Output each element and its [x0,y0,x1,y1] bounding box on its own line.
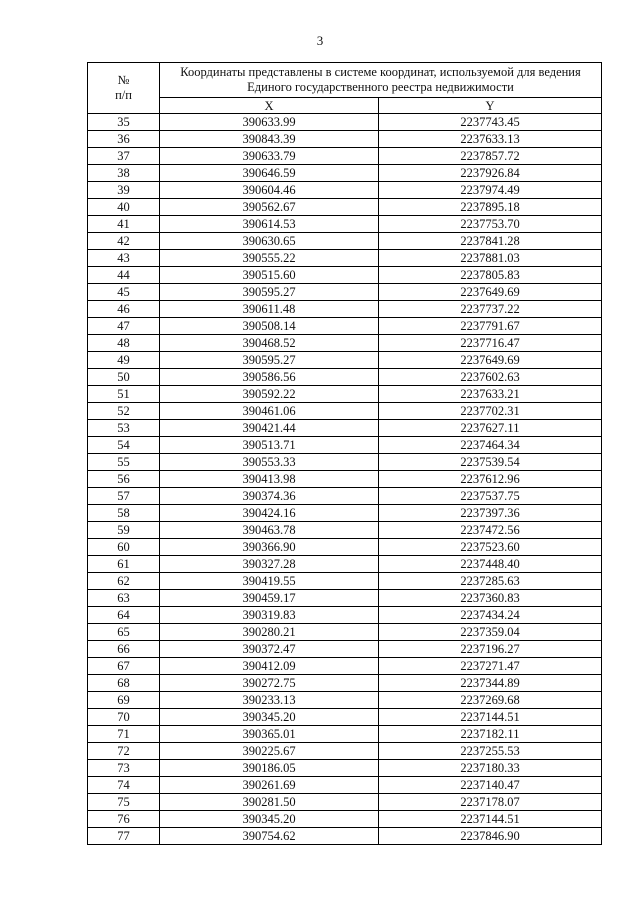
point-number-cell: 64 [88,607,160,624]
point-number-cell: 50 [88,369,160,386]
y-coordinate-cell: 2237881.03 [379,250,602,267]
point-number-cell: 72 [88,743,160,760]
x-coordinate-cell: 390281.50 [160,794,379,811]
table-row [88,352,602,369]
y-coordinate-cell: 2237523.60 [379,539,602,556]
x-coordinate-cell: 390412.09 [160,658,379,675]
point-number-cell: 36 [88,131,160,148]
x-coordinate-cell: 390421.44 [160,420,379,437]
point-number-cell: 54 [88,437,160,454]
table-row [88,760,602,777]
point-number-cell: 43 [88,250,160,267]
table-row [88,709,602,726]
x-coordinate-cell: 390463.78 [160,522,379,539]
table-row [88,590,602,607]
x-coordinate-cell: 390633.99 [160,114,379,131]
point-number-cell: 42 [88,233,160,250]
y-coordinate-cell: 2237633.21 [379,386,602,403]
point-number-cell: 73 [88,760,160,777]
y-coordinate-cell: 2237633.13 [379,131,602,148]
header-number-sign: № [117,73,130,87]
table-row [88,658,602,675]
y-coordinate-cell: 2237743.45 [379,114,602,131]
table-row [88,828,602,845]
y-coordinate-cell: 2237144.51 [379,709,602,726]
x-coordinate-cell: 390186.05 [160,760,379,777]
x-coordinate-cell: 390327.28 [160,556,379,573]
x-coordinate-cell: 390611.48 [160,301,379,318]
x-coordinate-cell: 390614.53 [160,216,379,233]
point-number-cell: 62 [88,573,160,590]
table-row [88,607,602,624]
x-coordinate-cell: 390508.14 [160,318,379,335]
y-coordinate-cell: 2237649.69 [379,284,602,301]
y-coordinate-cell: 2237182.11 [379,726,602,743]
point-number-cell: 45 [88,284,160,301]
x-coordinate-cell: 390461.06 [160,403,379,420]
y-coordinate-cell: 2237255.53 [379,743,602,760]
x-coordinate-cell: 390272.75 [160,675,379,692]
y-coordinate-cell: 2237926.84 [379,165,602,182]
point-number-cell: 55 [88,454,160,471]
point-number-cell: 76 [88,811,160,828]
table-row [88,624,602,641]
point-number-cell: 67 [88,658,160,675]
y-coordinate-cell: 2237805.83 [379,267,602,284]
x-coordinate-cell: 390592.22 [160,386,379,403]
header-coordinate-system: Координаты представлены в системе координат, используемой для ведения Единого государственного реестра недвижимости [160,63,602,98]
y-coordinate-cell: 2237846.90 [379,828,602,845]
x-coordinate-cell: 390562.67 [160,199,379,216]
table-row [88,284,602,301]
point-number-cell: 66 [88,641,160,658]
point-number-cell: 60 [88,539,160,556]
x-coordinate-cell: 390604.46 [160,182,379,199]
table-row [88,454,602,471]
point-number-cell: 39 [88,182,160,199]
table-row [88,114,602,131]
x-coordinate-cell: 390366.90 [160,539,379,556]
x-coordinate-cell: 390630.65 [160,233,379,250]
x-coordinate-cell: 390586.56 [160,369,379,386]
y-coordinate-cell: 2237144.51 [379,811,602,828]
point-number-cell: 53 [88,420,160,437]
y-coordinate-cell: 2237649.69 [379,352,602,369]
x-coordinate-cell: 390345.20 [160,709,379,726]
y-coordinate-cell: 2237464.34 [379,437,602,454]
point-number-cell: 38 [88,165,160,182]
y-coordinate-cell: 2237344.89 [379,675,602,692]
table-row [88,692,602,709]
table-row [88,539,602,556]
page-number: 3 [316,33,324,48]
point-number-cell: 58 [88,505,160,522]
y-coordinate-cell: 2237434.24 [379,607,602,624]
point-number-cell: 49 [88,352,160,369]
point-number-cell: 68 [88,675,160,692]
table-row [88,488,602,505]
header-y: Y [379,98,602,114]
y-coordinate-cell: 2237737.22 [379,301,602,318]
y-coordinate-cell: 2237895.18 [379,199,602,216]
y-coordinate-cell: 2237627.11 [379,420,602,437]
table-row [88,369,602,386]
point-number-cell: 56 [88,471,160,488]
x-coordinate-cell: 390345.20 [160,811,379,828]
x-coordinate-cell: 390555.22 [160,250,379,267]
point-number-cell: 59 [88,522,160,539]
x-coordinate-cell: 390754.62 [160,828,379,845]
table-row [88,301,602,318]
table-row [88,267,602,284]
x-coordinate-cell: 390633.79 [160,148,379,165]
point-number-cell: 74 [88,777,160,794]
x-coordinate-cell: 390513.71 [160,437,379,454]
table-row [88,386,602,403]
y-coordinate-cell: 2237537.75 [379,488,602,505]
y-coordinate-cell: 2237448.40 [379,556,602,573]
x-coordinate-cell: 390374.36 [160,488,379,505]
table-row [88,437,602,454]
table-row [88,641,602,658]
y-coordinate-cell: 2237196.27 [379,641,602,658]
point-number-cell: 41 [88,216,160,233]
table-row [88,131,602,148]
table-row [88,233,602,250]
x-coordinate-cell: 390233.13 [160,692,379,709]
point-number-cell: 70 [88,709,160,726]
coordinates-table [87,62,602,845]
point-number-cell: 47 [88,318,160,335]
y-coordinate-cell: 2237841.28 [379,233,602,250]
table-row [88,165,602,182]
x-coordinate-cell: 390365.01 [160,726,379,743]
y-coordinate-cell: 2237140.47 [379,777,602,794]
point-number-cell: 40 [88,199,160,216]
x-coordinate-cell: 390595.27 [160,352,379,369]
x-coordinate-cell: 390843.39 [160,131,379,148]
x-coordinate-cell: 390515.60 [160,267,379,284]
x-coordinate-cell: 390459.17 [160,590,379,607]
header-x: X [160,98,379,114]
table-row [88,199,602,216]
y-coordinate-cell: 2237857.72 [379,148,602,165]
table-row [88,471,602,488]
y-coordinate-cell: 2237269.68 [379,692,602,709]
y-coordinate-cell: 2237271.47 [379,658,602,675]
table-row [88,318,602,335]
y-coordinate-cell: 2237602.63 [379,369,602,386]
table-row [88,148,602,165]
header-number-abbrev: п/п [115,88,132,102]
point-number-cell: 69 [88,692,160,709]
y-coordinate-cell: 2237791.67 [379,318,602,335]
y-coordinate-cell: 2237472.56 [379,522,602,539]
x-coordinate-cell: 390419.55 [160,573,379,590]
table-row [88,216,602,233]
y-coordinate-cell: 2237974.49 [379,182,602,199]
table-row [88,573,602,590]
x-coordinate-cell: 390553.33 [160,454,379,471]
y-coordinate-cell: 2237397.36 [379,505,602,522]
table-row [88,505,602,522]
x-coordinate-cell: 390424.16 [160,505,379,522]
table-row [88,726,602,743]
point-number-cell: 57 [88,488,160,505]
x-coordinate-cell: 390413.98 [160,471,379,488]
point-number-cell: 65 [88,624,160,641]
point-number-cell: 71 [88,726,160,743]
table-row [88,420,602,437]
y-coordinate-cell: 2237539.54 [379,454,602,471]
table-row [88,522,602,539]
table-row [88,777,602,794]
point-number-cell: 52 [88,403,160,420]
x-coordinate-cell: 390646.59 [160,165,379,182]
y-coordinate-cell: 2237285.63 [379,573,602,590]
y-coordinate-cell: 2237359.04 [379,624,602,641]
y-coordinate-cell: 2237612.96 [379,471,602,488]
point-number-cell: 75 [88,794,160,811]
x-coordinate-cell: 390280.21 [160,624,379,641]
table-row [88,403,602,420]
y-coordinate-cell: 2237178.07 [379,794,602,811]
table-row [88,250,602,267]
x-coordinate-cell: 390261.69 [160,777,379,794]
point-number-cell: 37 [88,148,160,165]
point-number-cell: 51 [88,386,160,403]
y-coordinate-cell: 2237360.83 [379,590,602,607]
point-number-cell: 61 [88,556,160,573]
point-number-cell: 63 [88,590,160,607]
point-number-cell: 77 [88,828,160,845]
header-number-cell [88,63,160,114]
y-coordinate-cell: 2237180.33 [379,760,602,777]
y-coordinate-cell: 2237716.47 [379,335,602,352]
table-row [88,182,602,199]
x-coordinate-cell: 390595.27 [160,284,379,301]
point-number-cell: 44 [88,267,160,284]
table-row [88,794,602,811]
table-row [88,335,602,352]
x-coordinate-cell: 390468.52 [160,335,379,352]
x-coordinate-cell: 390225.67 [160,743,379,760]
point-number-cell: 35 [88,114,160,131]
table-row [88,556,602,573]
table-row [88,811,602,828]
table-row [88,743,602,760]
table-header [88,63,602,114]
point-number-cell: 46 [88,301,160,318]
y-coordinate-cell: 2237753.70 [379,216,602,233]
x-coordinate-cell: 390372.47 [160,641,379,658]
table-body [88,114,602,845]
point-number-cell: 48 [88,335,160,352]
y-coordinate-cell: 2237702.31 [379,403,602,420]
x-coordinate-cell: 390319.83 [160,607,379,624]
table-row [88,675,602,692]
